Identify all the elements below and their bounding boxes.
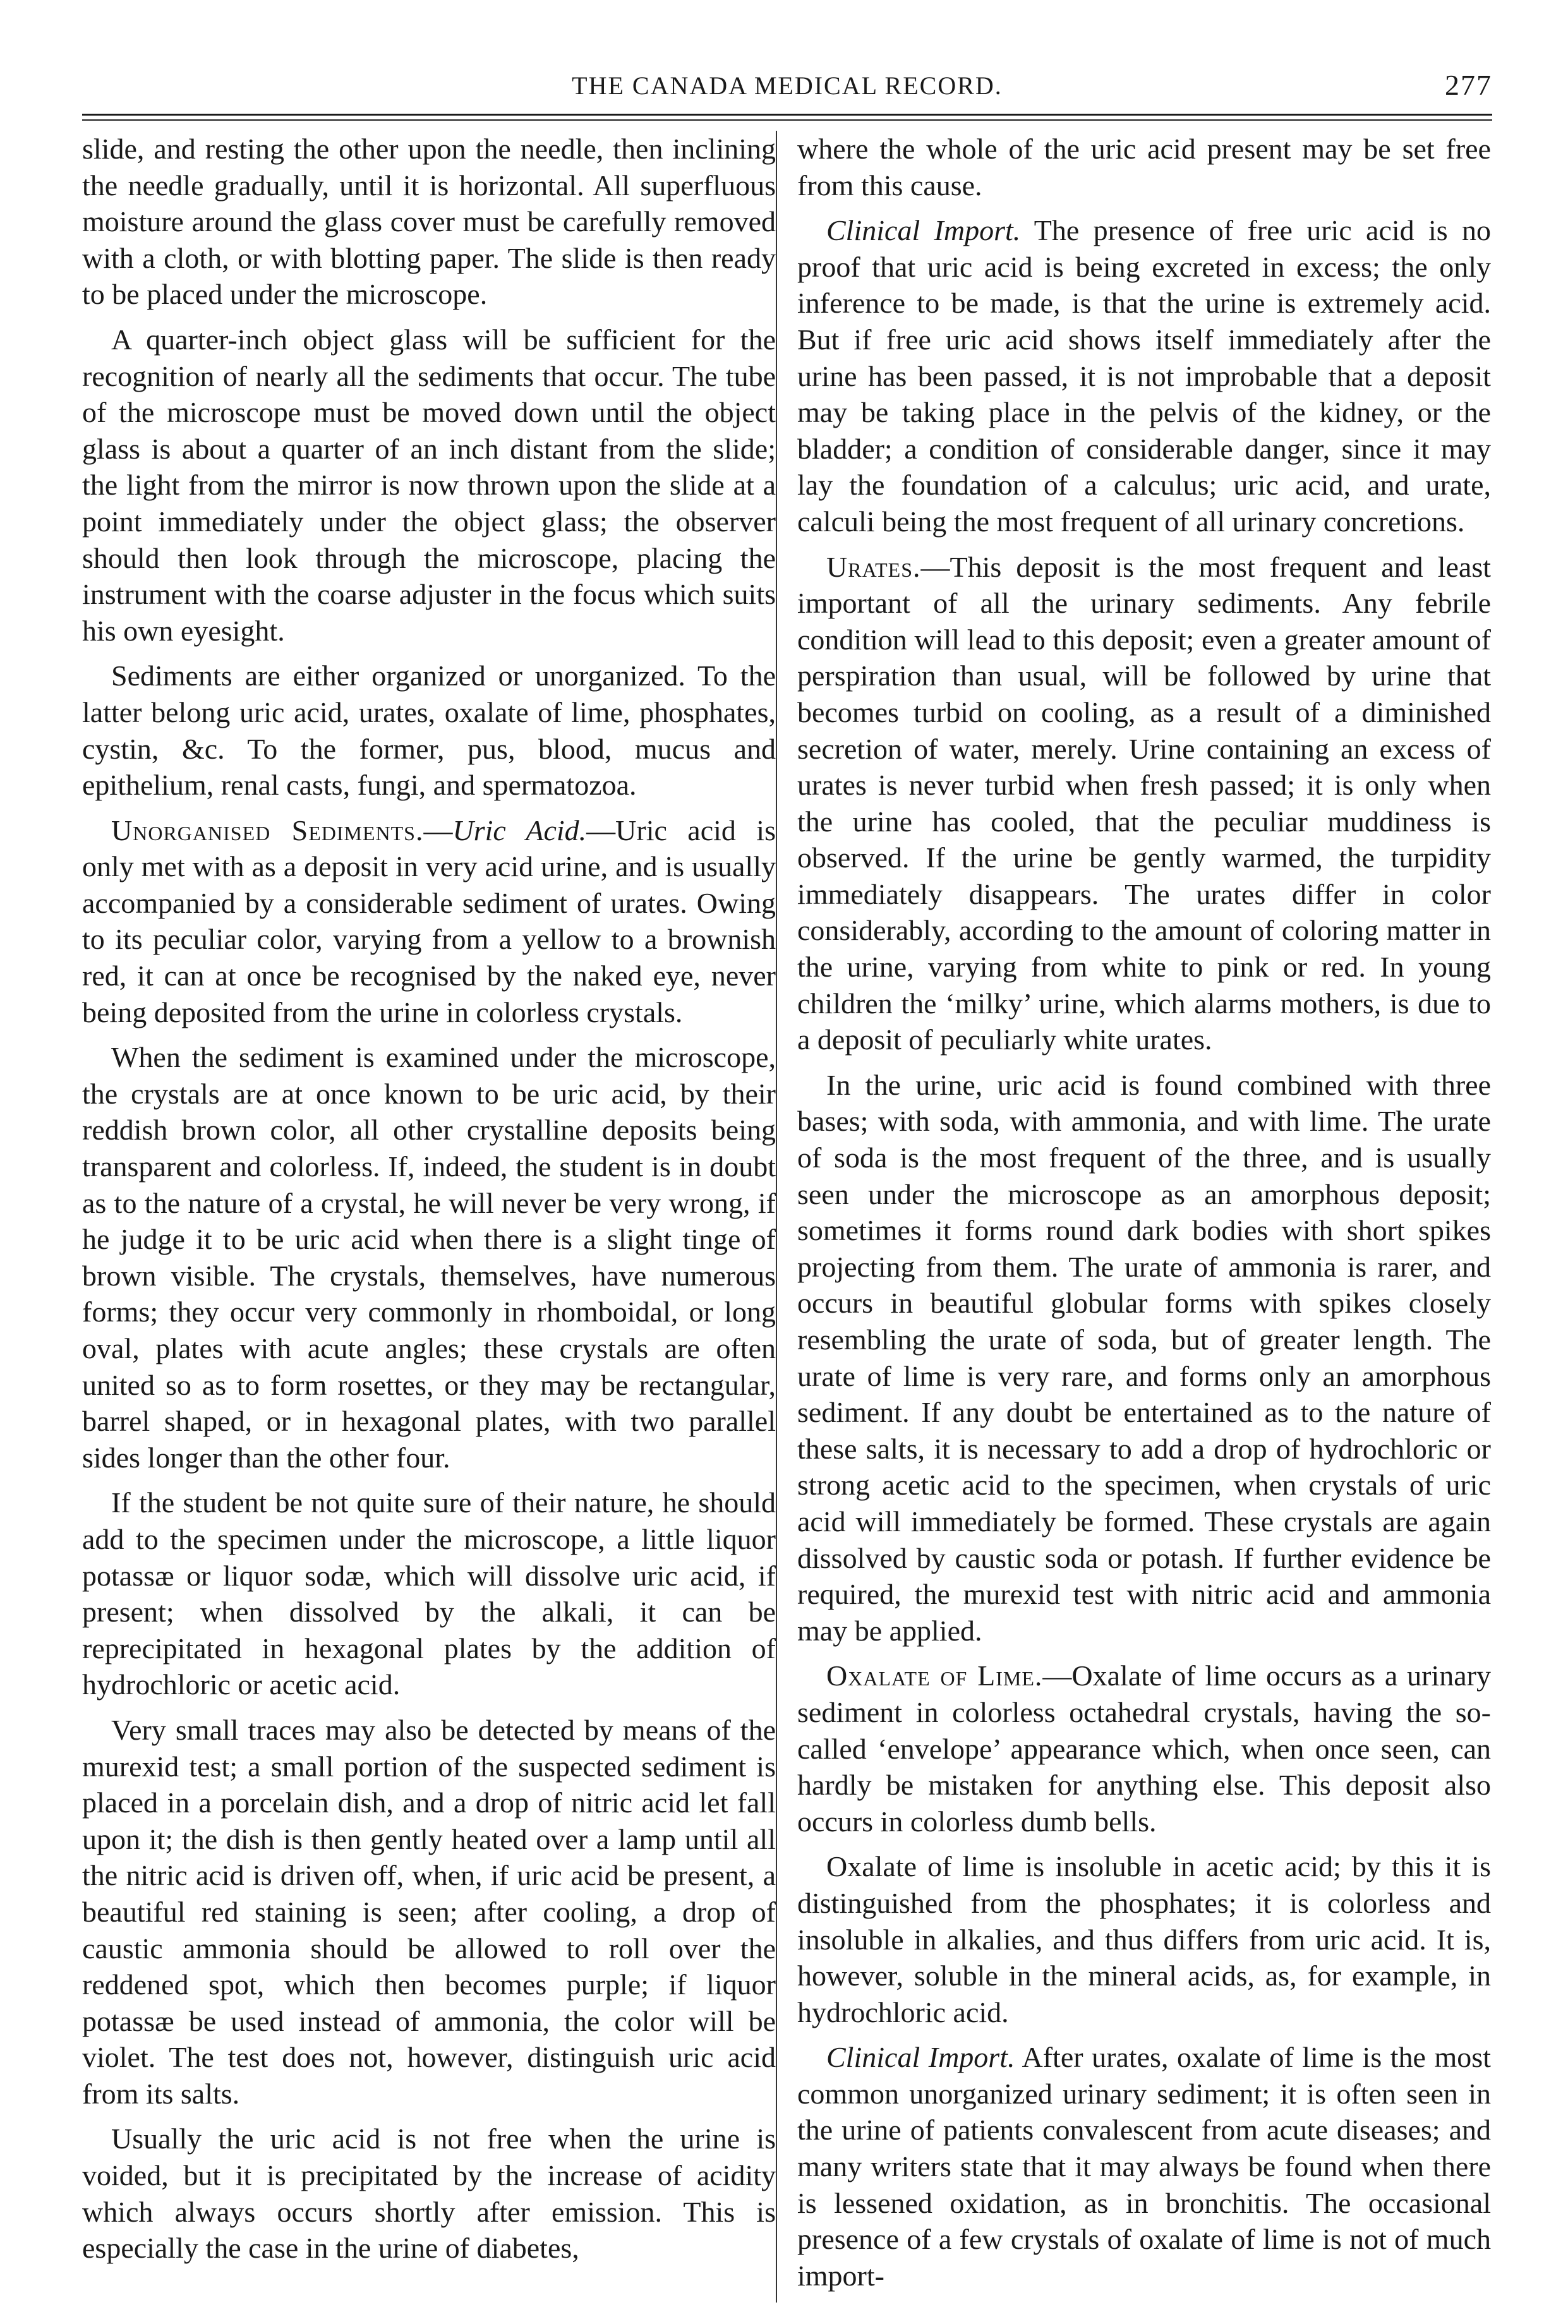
paragraph — [797, 2039, 1491, 2294]
paragraph-text: After urates, oxalate of lime is the most common unorganized urinary sediment; it is often seen in the urine of patients convalescent from acute diseases; and many writers state that it may always be found when there is lessened oxidation, as in bronchitis. The occasional presence of a few crystals of oxalate of lime is not of much import- — [797, 2041, 1491, 2292]
dash: — — [920, 550, 950, 583]
paragraph-text: The presence of free uric acid is no proof that uric acid is being excreted in excess; the only inference to be made, is that the urine is extremely acid. But if free uric acid shows itself immediately after the urine has been passed, it is not improbable that a deposit may be taking place in the pelvis of the kidney, or the bladder; a condition of considerable danger, since it may lay the foundation of a calculus; uric acid, and urate, calculi being the most frequent of all urinary concretions. — [797, 214, 1491, 538]
paragraph-text: Uric acid is only met with as a deposit in very acid urine, and is usually accompanied by a considerable sediment of urates. Owing to its peculiar color, varying from a yellow to a brownish red, it can at once be recognised by the naked eye, never being deposited from the urine in colorless crystals. — [82, 814, 776, 1028]
section-heading: Urates. — [826, 550, 921, 583]
header-rule-thin — [82, 119, 1492, 121]
right-column — [797, 131, 1491, 2303]
paragraph — [82, 812, 776, 1031]
paragraph — [797, 1658, 1491, 1839]
page-number: 277 — [1445, 69, 1492, 101]
header-rule — [82, 114, 1492, 116]
column-divider — [776, 131, 777, 2303]
paragraph: A quarter-inch object glass will be sufficient for the recognition of nearly all the sediments that occur. The tube of the microscope must be moved down until the object glass is about a quarter of an inch distant from the slide; the light from the mirror is now thrown upon the slide at a point immediately under the object glass; the observer should then look through the microscope, placing the instrument with the coarse adjuster in the focus which suits his own eyesight. — [82, 323, 776, 647]
running-title: THE CANADA MEDICAL RECORD. — [572, 71, 1003, 100]
subsection-heading: Clinical Import. — [826, 2041, 1015, 2074]
paragraph: In the urine, uric acid is found combined with three bases; with soda, with ammonia, and with lime. The urate of soda is the most frequent of the three, and is usually seen under the microscope as an amorphous deposit; sometimes it forms round dark bodies with short spikes projecting from them. The urate of ammonia is rarer, and occurs in beautiful globular forms with spikes closely resembling the urate of soda, but of greater length. The urate of lime is very rare, and forms only an amorphous sediment. If any doubt be entertained as to the nature of these salts, it is necessary to add a drop of hydrochloric or strong acetic acid to the specimen, when crystals of uric acid will immediately be formed. These crystals are again dissolved by caustic soda or potash. If further evidence be required, the murexid test with nitric acid and ammonia may be applied. — [797, 1068, 1491, 1647]
section-heading: Unorganised Sediments. — [111, 814, 424, 846]
paragraph: Usually the uric acid is not free when the urine is voided, but it is precipitated by the increase of acidity which always occurs shortly after emission. This is especially the case in the urine of diabetes, — [82, 2122, 776, 2265]
paragraph-text: Oxalate of lime occurs as a urinary sediment in colorless octahedral crystals, having the so-called ‘envelope’ appearance which, when once seen, can hardly be mistaken for anything else. This deposit also occurs in colorless dumb bells. — [797, 1659, 1491, 1838]
subsection-heading: Uric Acid. — [452, 814, 587, 846]
paragraph: When the sediment is examined under the microscope, the crystals are at once known to be uric acid, by their reddish brown color, all other crystalline deposits being transparent and colorless. If, indeed, the student is in doubt as to the nature of a crystal, he will never be very wrong, if he judge it to be uric acid when there is a slight tinge of brown visible. The crystals, themselves, have numerous forms; they occur very commonly in rhomboidal, or long oval, plates with acute angles; these crystals are often united so as to form rosettes, or they may be rectangular, barrel shaped, or in hexagonal plates, with two parallel sides longer than the other four. — [82, 1041, 776, 1474]
paragraph: Sediments are either organized or unorganized. To the latter belong uric acid, urates, oxalate of lime, phosphates, cystin, &c. To the former, pus, blood, mucus and epithelium, renal casts, fungi, and spermatozoa. — [82, 659, 776, 802]
left-column — [82, 131, 776, 2303]
paragraph: slide, and resting the other upon the needle, then inclining the needle gradually, until it is horizontal. All superfluous moisture around the glass cover must be carefully removed with a cloth, or with blotting paper. The slide is then ready to be placed under the microscope. — [82, 133, 776, 311]
paragraph-text: This deposit is the most frequent and least important of all the urinary sediments. Any febrile condition will lead to this deposit; even a greater amount of perspiration than usual, will be followed by urine that becomes turbid on cooling, as a result of a diminished secretion of water, merely. Urine containing an excess of urates is never turbid when fresh passed; it is only when the urine has cooled, that the peculiar muddiness is observed. If the urine be gently warmed, the turpidity immediately disappears. The urates differ in color considerably, according to the amount of coloring matter in the urine, varying from white to pink or red. In young children the ‘milky’ urine, which alarms mothers, is due to a deposit of peculiarly white urates. — [797, 550, 1491, 1056]
two-column-body — [82, 131, 1492, 2303]
paragraph — [797, 212, 1491, 539]
paragraph: where the whole of the uric acid present may be set free from this cause. — [797, 133, 1491, 202]
paragraph: Very small traces may also be detected by means of the murexid test; a small portion of the suspected sediment is placed in a porcelain dish, and a drop of nitric acid let fall upon it; the dish is then gently heated over a lamp until all the nitric acid is driven off, when, if uric acid be present, a beautiful red staining is seen; after cooling, a drop of caustic ammonia should be allowed to roll over the reddened spot, which then becomes purple; if liquor potassæ be used instead of ammonia, the color will be violet. The test does not, however, distinguish uric acid from its salts. — [82, 1713, 776, 2110]
dash: — — [423, 814, 453, 846]
paragraph: If the student be not quite sure of their nature, he should add to the specimen under the microscope, a little liquor potassæ or liquor sodæ, which will dissolve uric acid, if present; when dissolved by the alkali, it can be reprecipitated in hexagonal plates by the addition of hydrochloric or acetic acid. — [82, 1486, 776, 1701]
subsection-heading: Clinical Import. — [826, 214, 1021, 247]
running-header — [82, 63, 1492, 101]
paragraph — [797, 549, 1491, 1058]
dash: — — [586, 814, 616, 846]
dash: — — [1042, 1659, 1072, 1692]
section-heading: Oxalate of Lime. — [826, 1659, 1043, 1692]
paragraph: Oxalate of lime is insoluble in acetic acid; by this it is distinguished from the phosphates; it is colorless and insoluble in alkalies, and thus differs from uric acid. It is, however, soluble in the mineral acids, as, for example, in hydrochloric acid. — [797, 1850, 1491, 2028]
